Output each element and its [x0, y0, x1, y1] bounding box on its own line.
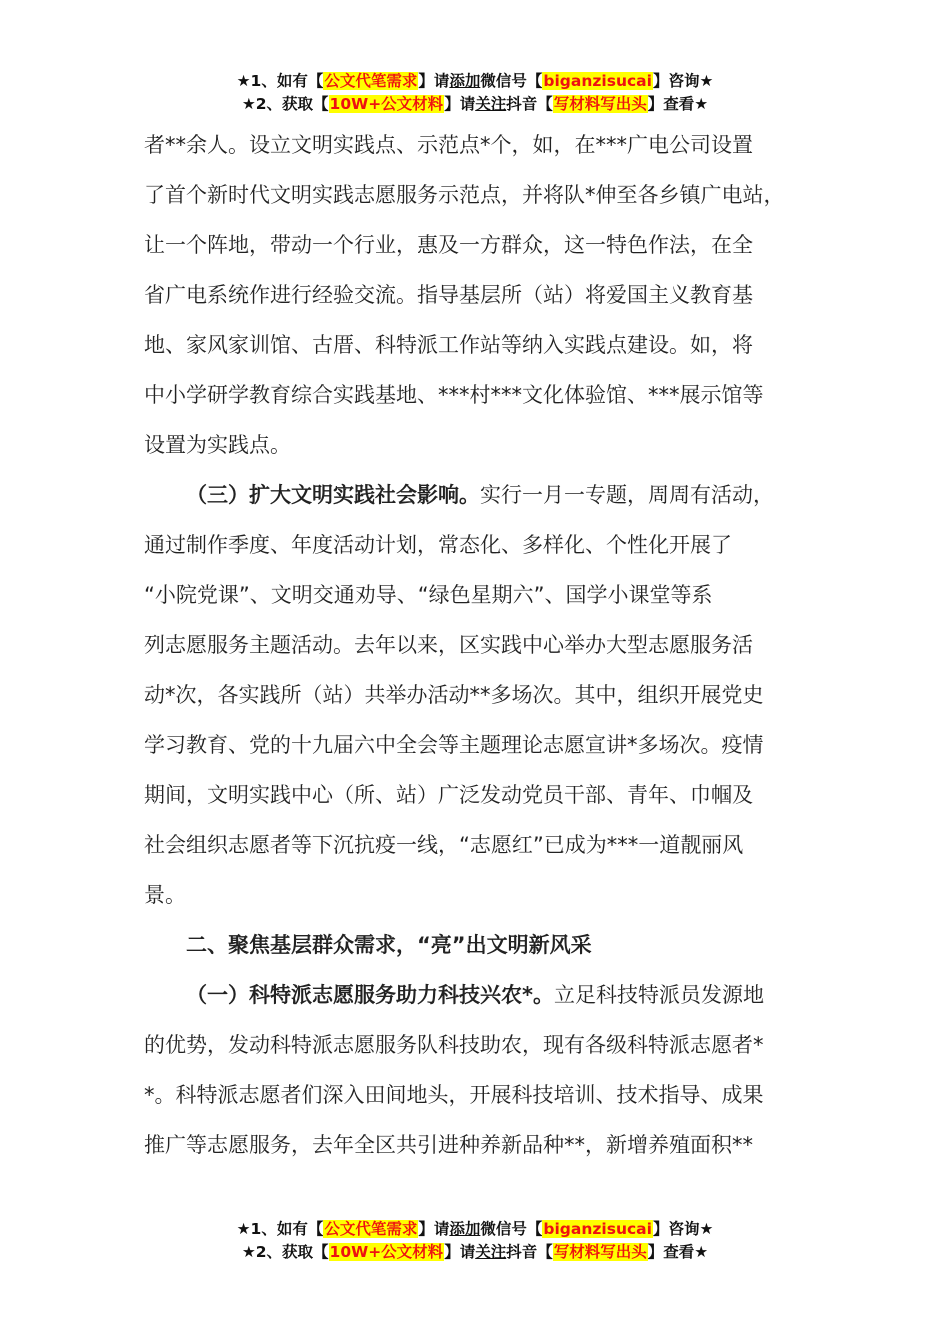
paragraph-start	[144, 470, 824, 520]
banner-text: 添加	[449, 72, 481, 90]
text-line	[144, 270, 824, 320]
line-text: 社会组织志愿者等下沉抗疫一线，“志愿红”已成为***一道靓丽风	[144, 833, 744, 857]
banner-text: 微信号【	[480, 1220, 543, 1238]
line-text: *。科特派志愿者们深入田间地头，开展科技培训、技术指导、成果	[144, 1083, 764, 1107]
banner-line-2	[0, 1241, 950, 1264]
section-heading: （三）扩大文明实践社会影响。	[186, 483, 480, 507]
line-text: 地、家风家训馆、古厝、科特派工作站等纳入实践点建设。如，将	[144, 333, 753, 357]
banner-text: ★1、如有【	[236, 1220, 324, 1238]
text-line	[144, 370, 824, 420]
line-text: 列志愿服务主题活动。去年以来，区实践中心举办大型志愿服务活	[144, 633, 753, 657]
banner-text: 】咨询★	[652, 1220, 714, 1238]
text-line	[144, 520, 824, 570]
banner-text: 】咨询★	[652, 72, 714, 90]
banner-text: 】请	[418, 1220, 450, 1238]
line-text: 通过制作季度、年度活动计划，常态化、多样化、个性化开展了	[144, 533, 732, 557]
line-text: 设置为实践点。	[144, 433, 291, 457]
line-text: 中小学研学教育综合实践基地、***村***文化体验馆、***展示馆等	[144, 383, 764, 407]
line-text: 让一个阵地，带动一个行业，惠及一方群众，这一特色作法，在全	[144, 233, 753, 257]
text-line	[144, 570, 824, 620]
text-line	[144, 420, 824, 470]
banner-text: ★2、获取【	[241, 95, 329, 113]
text-line	[144, 1020, 824, 1070]
banner-text: ★2、获取【	[241, 1243, 329, 1261]
banner-text: 】查看★	[647, 1243, 709, 1261]
banner-line-1	[0, 1218, 950, 1241]
banner-highlight: 10W+公文材料	[329, 95, 444, 113]
banner-line-1	[0, 70, 950, 93]
text-line	[144, 670, 824, 720]
text-line	[144, 320, 824, 370]
text-line	[144, 1070, 824, 1120]
banner-text: ★1、如有【	[236, 72, 324, 90]
banner-text: 关注	[475, 1243, 507, 1261]
text-line	[144, 770, 824, 820]
section-title	[144, 920, 824, 970]
line-text: 实行一月一专题，周周有活动，	[480, 483, 774, 507]
banner-text: 】请	[444, 1243, 476, 1261]
text-line	[144, 870, 824, 920]
line-text: 推广等志愿服务，去年全区共引进种养新品种**，新增养殖面积**	[144, 1133, 753, 1157]
banner-douyin-id: 写材料写出头	[553, 1243, 647, 1261]
line-text: 学习教育、党的十九届六中全会等主题理论志愿宣讲*多场次。疫情	[144, 733, 764, 757]
banner-douyin-id: 写材料写出头	[553, 95, 647, 113]
section-heading: 二、聚焦基层群众需求，“亮”出文明新风采	[186, 933, 592, 957]
text-line	[144, 1120, 824, 1170]
banner-text: 微信号【	[480, 72, 543, 90]
line-text: 景。	[144, 883, 186, 907]
line-text: 立足科技特派员发源地	[553, 983, 764, 1007]
document-body	[144, 120, 824, 1170]
header-banner	[0, 70, 950, 116]
text-line	[144, 720, 824, 770]
line-text: 者**余人。设立文明实践点、示范点*个，如，在***广电公司设置	[144, 133, 753, 157]
banner-text: 】请	[444, 95, 476, 113]
paragraph-start	[144, 970, 824, 1020]
banner-text: 】请	[418, 72, 450, 90]
text-line	[144, 220, 824, 270]
banner-highlight: 公文代笔需求	[324, 72, 418, 90]
banner-line-2	[0, 93, 950, 116]
banner-wechat-id: biganzisucai	[543, 72, 652, 90]
banner-text: 抖音【	[506, 95, 553, 113]
line-text: 了首个新时代文明实践志愿服务示范点，并将队*伸至各乡镇广电站，	[144, 183, 785, 207]
text-line	[144, 620, 824, 670]
line-text: “小院党课”、文明交通劝导、“绿色星期六”、国学小课堂等系	[144, 583, 713, 607]
banner-text: 添加	[449, 1220, 481, 1238]
text-line	[144, 120, 824, 170]
banner-text: 】查看★	[647, 95, 709, 113]
line-text: 省广电系统作进行经验交流。指导基层所（站）将爱国主义教育基	[144, 283, 753, 307]
text-line	[144, 820, 824, 870]
section-heading: （一）科特派志愿服务助力科技兴农*。	[186, 983, 554, 1007]
text-line	[144, 170, 824, 220]
banner-wechat-id: biganzisucai	[543, 1220, 652, 1238]
banner-text: 抖音【	[506, 1243, 553, 1261]
line-text: 的优势，发动科特派志愿服务队科技助农，现有各级科特派志愿者*	[144, 1033, 764, 1057]
banner-highlight: 公文代笔需求	[324, 1220, 418, 1238]
banner-highlight: 10W+公文材料	[329, 1243, 444, 1261]
line-text: 动*次，各实践所（站）共举办活动**多场次。其中，组织开展党史	[144, 683, 764, 707]
footer-banner	[0, 1218, 950, 1264]
banner-text: 关注	[475, 95, 507, 113]
line-text: 期间，文明实践中心（所、站）广泛发动党员干部、青年、巾帼及	[144, 783, 753, 807]
